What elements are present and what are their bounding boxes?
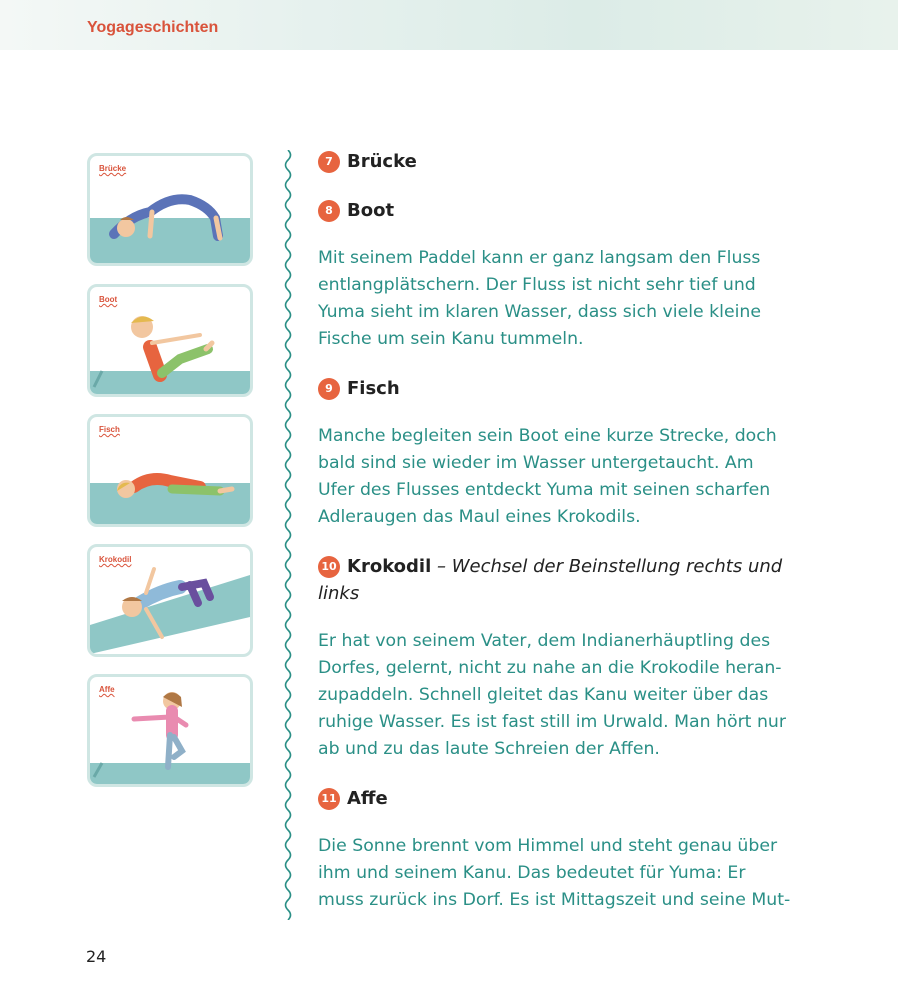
text-line: ab und zu das laute Schreien der Affen. [318, 739, 660, 759]
pose-card-label: Krokodil [99, 555, 132, 564]
text-line: bald sind sie wieder im Wasser untergetaucht. Am [318, 453, 754, 473]
section-title: Fisch [347, 378, 400, 399]
text-line: Er hat von seinem Vater, dem Indianerhäuptling des [318, 631, 771, 651]
running-head: Yogageschichten [87, 19, 219, 36]
text-line: Mit seinem Paddel kann er ganz langsam den Fluss [318, 248, 761, 268]
pose-card-label: Boot [99, 295, 118, 304]
step-number-badge: 8 [318, 200, 340, 222]
section-subtitle-continued [318, 580, 818, 607]
pose-card-label: Brücke [99, 164, 127, 173]
section-title: Krokodil [347, 556, 432, 577]
text-line: Fische um sein Kanu tummeln. [318, 329, 584, 349]
pose-card-krokodil [87, 544, 253, 657]
pose-card-fisch [87, 414, 253, 527]
page-number: 24 [86, 947, 107, 966]
story-paragraph [318, 628, 818, 763]
step-number-badge: 11 [318, 788, 340, 810]
text-line: Ufer des Flusses entdeckt Yuma mit seinen scharfen [318, 480, 771, 500]
text-line: zupaddeln. Schnell gleitet das Kanu weiter über das [318, 685, 769, 705]
text-line: Die Sonne brennt vom Himmel und steht genau über [318, 836, 778, 856]
section-heading-boot [318, 197, 818, 224]
step-number-badge: 7 [318, 151, 340, 173]
text-line: Yuma sieht im klaren Wasser, dass sich viele kleine [318, 302, 761, 322]
pose-card-boot [87, 284, 253, 397]
section-title: Brücke [347, 151, 417, 172]
story-paragraph [318, 245, 818, 353]
step-number-badge: 10 [318, 556, 340, 578]
section-subtitle: links [318, 583, 360, 604]
pose-card-label: Affe [99, 685, 115, 694]
section-subtitle: – Wechsel der Beinstellung rechts und [431, 556, 783, 577]
wavy-divider [280, 150, 296, 920]
pose-card-bruecke [87, 153, 253, 266]
text-line: Adleraugen das Maul eines Krokodils. [318, 507, 641, 527]
text-line: Manche begleiten sein Boot eine kurze Strecke, doch [318, 426, 777, 446]
section-heading-krokodil [318, 553, 818, 580]
section-title: Affe [347, 788, 388, 809]
section-heading-bruecke [318, 148, 818, 175]
text-line: ihm und seinem Kanu. Das bedeutet für Yuma: Er [318, 863, 746, 883]
text-line: ruhige Wasser. Es ist fast still im Urwald. Man hört nur [318, 712, 786, 732]
section-heading-fisch [318, 375, 818, 402]
story-text-column [318, 148, 818, 914]
story-paragraph [318, 833, 818, 914]
pose-card-label: Fisch [99, 425, 120, 434]
text-line: Dorfes, gelernt, nicht zu nahe an die Krokodile heran- [318, 658, 782, 678]
text-line: muss zurück ins Dorf. Es ist Mittagszeit und seine Mut- [318, 890, 791, 910]
story-paragraph [318, 423, 818, 531]
text-line: entlangplätschern. Der Fluss ist nicht sehr tief und [318, 275, 756, 295]
section-heading-affe [318, 785, 818, 812]
section-title: Boot [347, 200, 395, 221]
step-number-badge: 9 [318, 378, 340, 400]
pose-card-affe [87, 674, 253, 787]
